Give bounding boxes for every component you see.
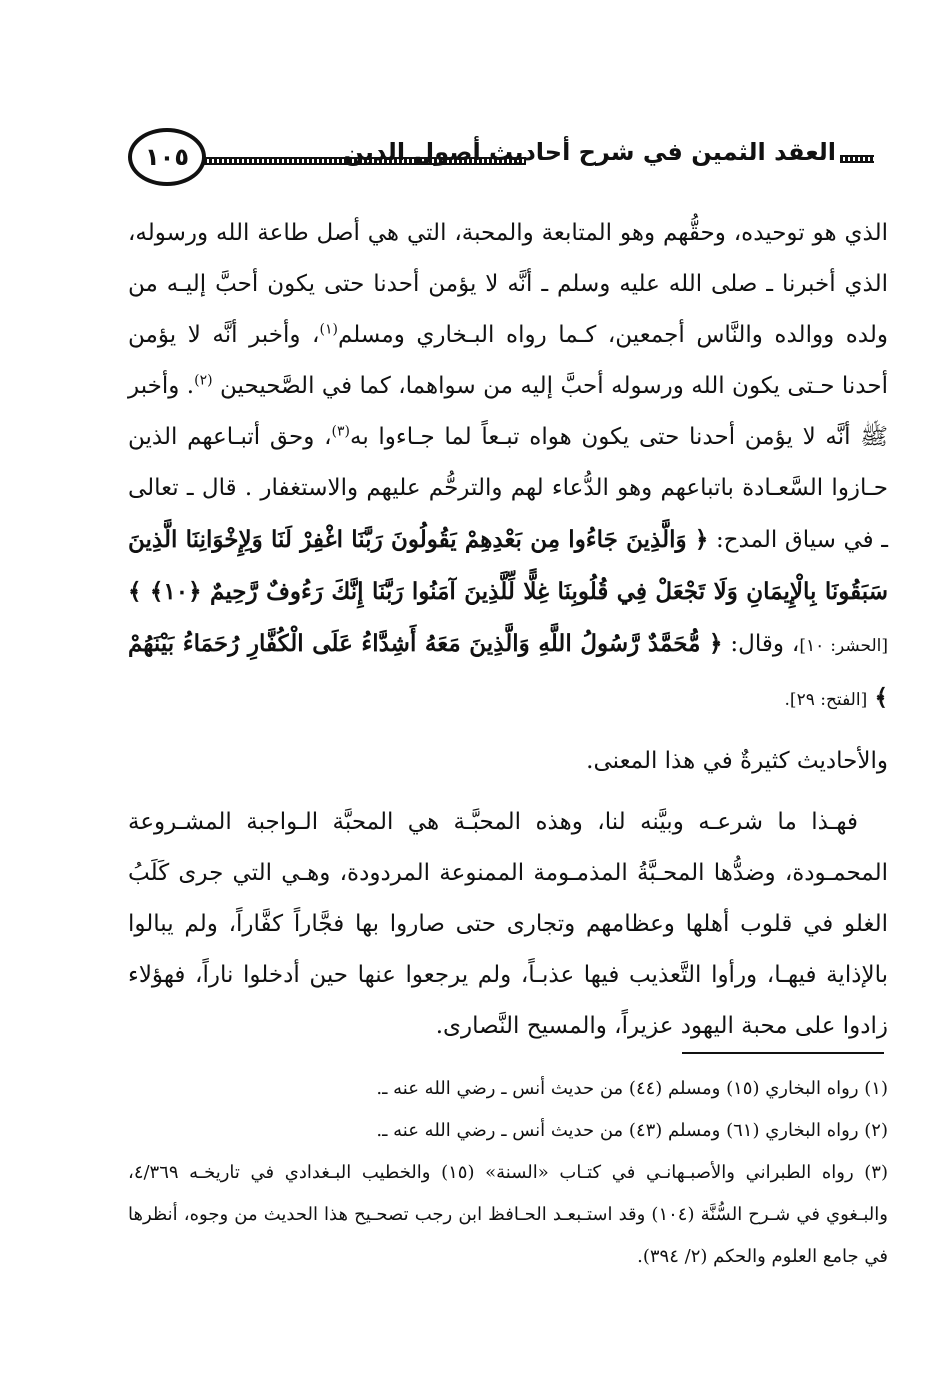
footnotes bbox=[128, 1068, 888, 1278]
paragraph-3: فهـذا ما شرعـه وبيَّنه لنا، وهذه المحبَّـة هي المحبَّة الـواجبة المشـروعة المحمـودة، وضدُّها المحـبَّةُ المذمـومة الممنوعة المردودة، وهـي التي جرى كَلَبُ الغلو في قلوب أهلها وعظامهم وتجارى حتى صاروا بها فجَّاراً كفَّاراً، ولم يبالوا بالإذاية فيهـا، ورأوا التَّعذيب فيها عذبـاً، ولم يرجعوا عنها حين أدخلوا ناراً، فهؤلاء زادوا على محبة اليهود عزيراً، والمسيح النَّصارى. bbox=[128, 809, 888, 1039]
header-ornamental-rule-short bbox=[840, 155, 874, 163]
footnote-separator bbox=[682, 1052, 884, 1054]
text-segment: . وأخبر ﷺ أنَّه لا يؤمن أحدنا حتى يكون هواه تبـعاً لما جـاءوا به bbox=[128, 373, 889, 450]
page-number: ١٠٥ bbox=[145, 143, 189, 171]
book-title: العقد الثمين في شرح أحاديث أصول الدين bbox=[343, 138, 836, 166]
footnote-marker-2: (٢) bbox=[194, 372, 213, 389]
footnote-3: (٣) رواه الطبراني والأصبـهانـي في كتـاب «السنة» (١٥) والخطيب البـغدادي في تاريخـه ٤/٣٦٩، والبـغوي في شـرح السُّنَّة (١٠٤) وقد استـبعـد الحـافظ ابن رجب تصحـيح هذا الحديث من وجوه، أنظرها في جامع العلوم والحكم (٢/ ٣٩٤). bbox=[128, 1162, 888, 1267]
footnote-2: (٢) رواه البخاري (٦١) ومسلم (٤٣) من حديث أنس ـ رضي الله عنه ـ. bbox=[376, 1120, 888, 1141]
footnote-marker-3: (٣) bbox=[331, 423, 350, 440]
page-number-ornament bbox=[128, 128, 206, 186]
quran-verse-hashr: ﴿ وَالَّذِينَ جَاءُوا مِن بَعْدِهِمْ يَقُولُونَ رَبَّنَا اغْفِرْ لَنَا وَلِإِخْوَانِنَا الَّذِينَ سَبَقُونَا بِالْإِيمَانِ وَلَا تَجْعَلْ فِي قُلُوبِنَا غِلًّا لِّلَّذِينَ آمَنُوا رَبَّنَا إِنَّكَ رَءُوفٌ رَّحِيمٌ ﴿١٠﴾ ﴾ bbox=[128, 526, 888, 605]
quran-verse-fath: ﴿ مُّحَمَّدٌ رَّسُولُ اللَّهِ وَالَّذِينَ مَعَهُ أَشِدَّاءُ عَلَى الْكُفَّارِ رُحَمَاءُ بَيْنَهُمْ ﴾ bbox=[128, 630, 888, 711]
text-segment: ، وحق أتبـاعهم الذين حـازوا السَّعـادة باتباعهم وهو الدُّعاء لهم والترحُّم عليهم والاستغفار . قال ـ تعالى ـ في سياق المدح: bbox=[128, 424, 888, 553]
text-segment: ، وقال: bbox=[730, 631, 800, 657]
text-segment: ، وأخبر أنَّه لا يؤمن أحدنا حـتى يكون الله ورسوله أحبَّ إليه من سواهما، كما في الصَّحيحين bbox=[128, 322, 888, 399]
text-segment: الذي هو توحيده، وحقُّهم وهو المتابعة والمحبة، التي هي أصل طاعة الله ورسوله، الذي أخبرنا ـ صلى الله عليه وسلم ـ أنَّه لا يؤمن أحدنا حتى يكون أحبَّ إليـه من ولده ووالده والنَّاس أجمعين، كـما رواه البـخاري ومسلم bbox=[128, 220, 888, 348]
main-text bbox=[128, 208, 888, 1052]
footnote-1: (١) رواه البخاري (١٥) ومسلم (٤٤) من حديث أنس ـ رضي الله عنه ـ. bbox=[376, 1078, 888, 1099]
paragraph-1 bbox=[128, 208, 888, 726]
running-header bbox=[118, 128, 888, 192]
paragraph-2: والأحاديث كثيرةٌ في هذا المعنى. bbox=[586, 748, 888, 774]
verse-reference-hashr: [الحشر: ١٠] bbox=[799, 636, 888, 656]
footnote-marker-1: (١) bbox=[319, 321, 338, 338]
verse-reference-fath: [الفتح: ٢٩]. bbox=[784, 690, 868, 710]
